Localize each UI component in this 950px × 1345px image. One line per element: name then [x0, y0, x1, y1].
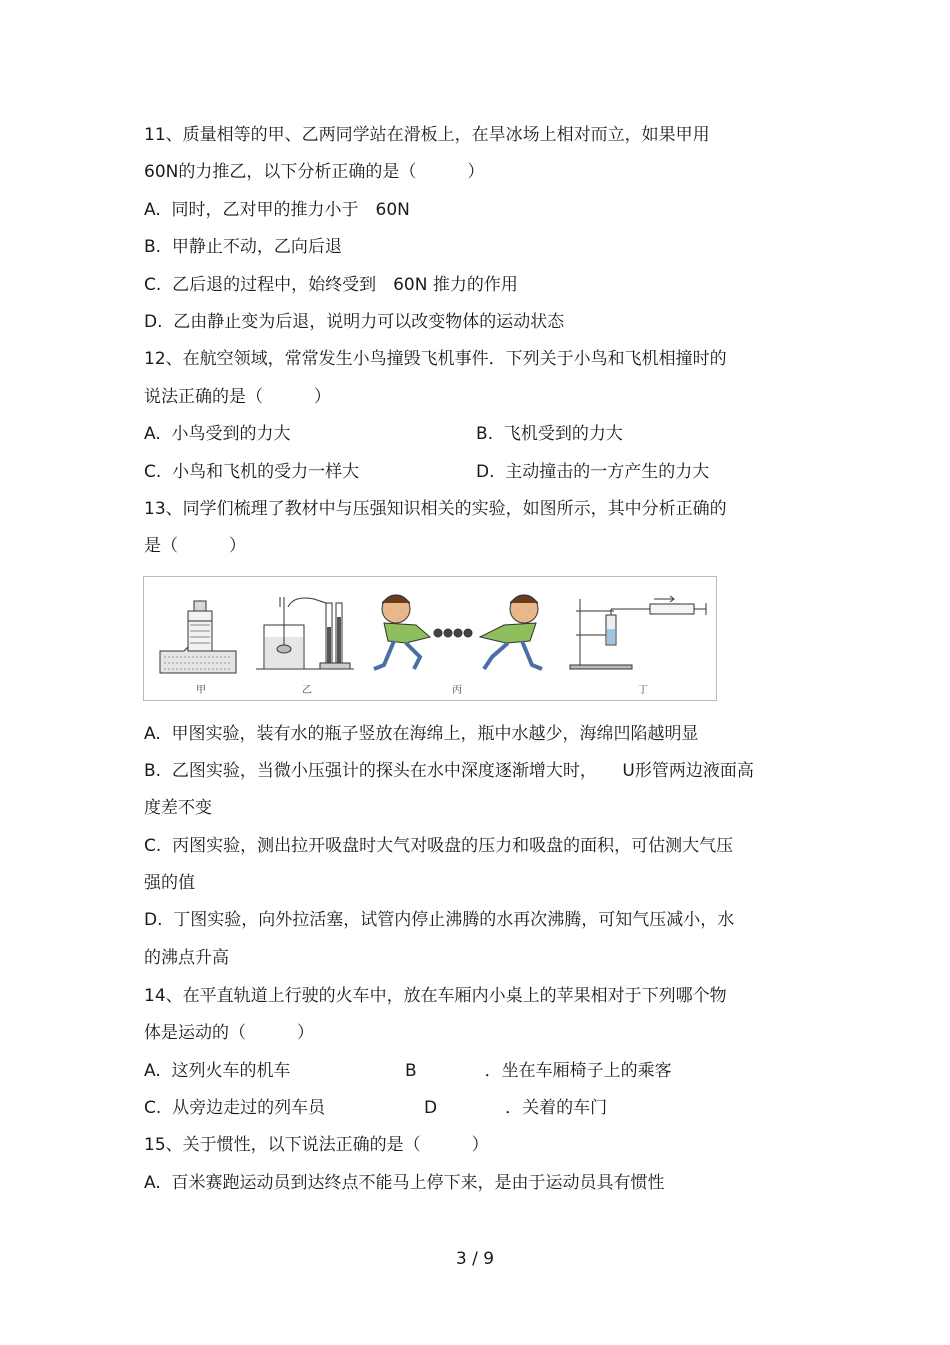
q11-option-b: B. 甲静止不动，乙向后退: [144, 237, 342, 257]
q13-stem-line1: 13、同学们梳理了教材中与压强知识相关的实验，如图所示，其中分析正确的: [144, 499, 727, 519]
q11-stem-line1: 11、质量相等的甲、乙两同学站在滑板上，在旱冰场上相对而立，如果甲用: [144, 125, 710, 145]
q13-option-d-line2: 的沸点升高: [144, 948, 229, 968]
q13-experiment-figure: [143, 576, 717, 701]
q14-stem-line1: 14、在平直轨道上行驶的火车中，放在车厢内小桌上的苹果相对于下列哪个物: [144, 986, 727, 1006]
q12-option-d: D. 主动撞击的一方产生的力大: [476, 462, 710, 482]
q12-stem-line1: 12、在航空领域，常常发生小鸟撞毁飞机事件．下列关于小鸟和飞机相撞时的: [144, 349, 727, 369]
q14-option-d: D ．关着的车门: [424, 1098, 608, 1118]
pressure-gauge-illustration: [256, 597, 354, 669]
caption-yi: 乙: [302, 685, 312, 696]
q15-option-a: A. 百米赛跑运动员到达终点不能马上停下来，是由于运动员具有惯性: [144, 1173, 665, 1193]
q14-option-b: B ．坐在车厢椅子上的乘客: [405, 1061, 672, 1081]
page-number: 3 / 9: [455, 1249, 495, 1269]
syringe-test-tube-illustration: [570, 596, 706, 669]
q13-option-b-line1: B. 乙图实验，当微小压强计的探头在水中深度逐渐增大时， U形管两边液面高: [144, 761, 754, 781]
q11-option-c: C. 乙后退的过程中，始终受到 60N 推力的作用: [144, 275, 518, 295]
q13-option-c-line2: 强的值: [144, 873, 195, 893]
bottle-on-sponge-illustration: [160, 601, 236, 673]
q15-stem: 15、关于惯性，以下说法正确的是（ ）: [144, 1135, 489, 1155]
q12-option-a: A. 小鸟受到的力大: [144, 424, 291, 444]
q11-stem-line2: 60N的力推乙，以下分析正确的是（ ）: [144, 162, 485, 182]
q14-stem-line2: 体是运动的（ ）: [144, 1023, 314, 1043]
q13-option-c-line1: C. 丙图实验，测出拉开吸盘时大气对吸盘的压力和吸盘的面积，可估测大气压: [144, 836, 734, 856]
q14-option-c: C. 从旁边走过的列车员: [144, 1098, 326, 1118]
q12-stem-line2: 说法正确的是（ ）: [144, 387, 331, 407]
experiment-illustrations: [144, 577, 716, 700]
q12-option-c: C. 小鸟和飞机的受力一样大: [144, 462, 360, 482]
suction-cup-tug-illustration: [374, 595, 542, 669]
q11-option-d: D. 乙由静止变为后退，说明力可以改变物体的运动状态: [144, 312, 565, 332]
q13-option-b-line2: 度差不变: [144, 798, 212, 818]
caption-ding: 丁: [638, 685, 648, 696]
q13-option-d-line1: D. 丁图实验，向外拉活塞，试管内停止沸腾的水再次沸腾，可知气压减小，水: [144, 910, 735, 930]
q14-option-a: A. 这列火车的机车: [144, 1061, 291, 1081]
caption-jia: 甲: [196, 685, 206, 696]
q13-option-a: A. 甲图实验，装有水的瓶子竖放在海绵上，瓶中水越少，海绵凹陷越明显: [144, 724, 699, 744]
q11-option-a: A. 同时，乙对甲的推力小于 60N: [144, 200, 410, 220]
q13-stem-line2: 是（ ）: [144, 536, 246, 556]
caption-bing: 丙: [452, 685, 462, 696]
q12-option-b: B. 飞机受到的力大: [476, 424, 623, 444]
